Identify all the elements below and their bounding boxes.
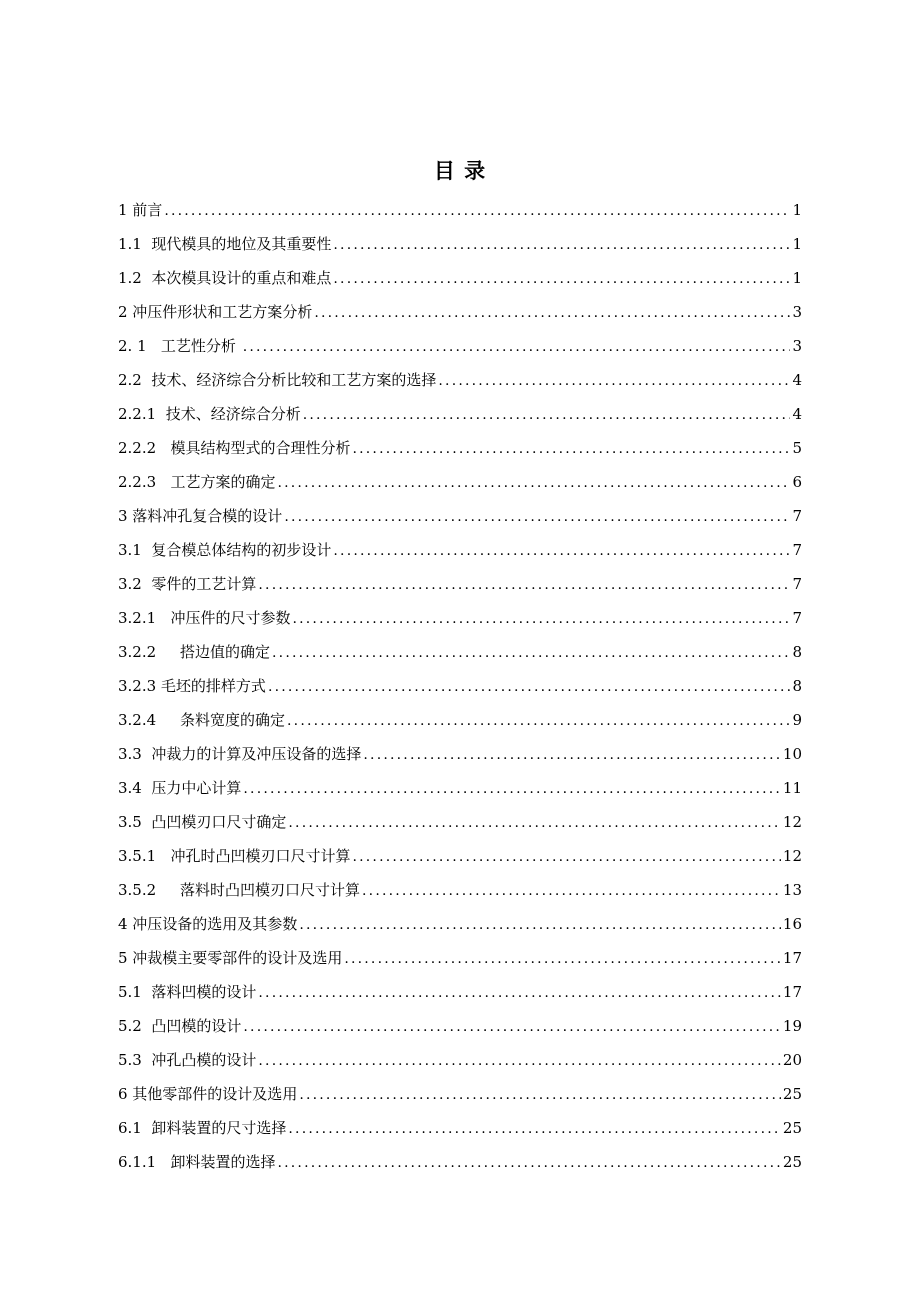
toc-entry-page-number: 9 <box>792 711 802 729</box>
toc-entry-page-number: 17 <box>782 949 802 967</box>
toc-entry-label: 2.2 技术、经济综合分析比较和工艺方案的选择 <box>118 371 437 389</box>
toc-entry-page-number: 4 <box>792 371 802 389</box>
toc-entry-page-number: 7 <box>792 541 802 559</box>
toc-entry <box>118 1043 802 1077</box>
toc-entry-page-number: 8 <box>792 643 802 661</box>
toc-entry-label: 1.2 本次模具设计的重点和难点 <box>118 269 332 287</box>
toc-entry-label: 3 落料冲孔复合模的设计 <box>118 507 283 525</box>
toc-leader-dots <box>243 330 791 364</box>
toc-entry-page-number: 13 <box>782 881 802 899</box>
toc-entry-page-number: 11 <box>782 779 802 797</box>
toc-entry-label: 3.2.4 条料宽度的确定 <box>118 711 286 729</box>
toc-entry-page-number: 3 <box>792 337 802 355</box>
toc-entry-label: 2.2.2 模具结构型式的合理性分析 <box>118 439 351 457</box>
toc-entry <box>118 533 802 567</box>
toc-entry <box>118 499 802 533</box>
toc-entry-label: 3.5 凸凹模刃口尺寸确定 <box>118 813 287 831</box>
toc-entry <box>118 975 802 1009</box>
toc-leader-dots <box>352 432 790 466</box>
toc-leader-dots <box>258 568 790 602</box>
toc-entry <box>118 397 802 431</box>
toc-entry <box>118 941 802 975</box>
toc-entry <box>118 1111 802 1145</box>
toc-entry-label: 6 其他零部件的设计及选用 <box>118 1085 298 1103</box>
toc-leader-dots <box>344 942 781 976</box>
toc-entry-page-number: 12 <box>782 813 802 831</box>
toc-entry-label: 3.2 零件的工艺计算 <box>118 575 257 593</box>
toc-entry <box>118 1077 802 1111</box>
toc-entry-label: 6.1.1 卸料装置的选择 <box>118 1153 276 1171</box>
toc-entry-page-number: 17 <box>782 983 802 1001</box>
toc-leader-dots <box>287 704 790 738</box>
toc-entry-page-number: 7 <box>792 507 802 525</box>
toc-entry-label: 6.1 卸料装置的尺寸选择 <box>118 1119 287 1137</box>
toc-leader-dots <box>352 840 780 874</box>
toc-entry-label: 3.5.1 冲孔时凸凹模刃口尺寸计算 <box>118 847 351 865</box>
toc-leader-dots <box>277 1146 780 1180</box>
toc-entry-label: 3.2.1 冲压件的尺寸参数 <box>118 609 291 627</box>
toc-entry-label: 4 冲压设备的选用及其参数 <box>118 915 298 933</box>
toc-leader-dots <box>299 1078 781 1112</box>
toc-leader-dots <box>333 228 790 262</box>
toc-entry-label: 5.1 落料凹模的设计 <box>118 983 257 1001</box>
toc-entry <box>118 227 802 261</box>
toc-entry <box>118 567 802 601</box>
toc-entry-label: 5.2 凸凹模的设计 <box>118 1017 242 1035</box>
toc-leader-dots <box>243 1010 781 1044</box>
toc-entry <box>118 635 802 669</box>
toc-entry <box>118 431 802 465</box>
toc-entry <box>118 873 802 907</box>
toc-entry <box>118 193 802 227</box>
toc-leader-dots <box>277 466 790 500</box>
toc-entry-label: 3.1 复合模总体结构的初步设计 <box>118 541 332 559</box>
toc-entry-label: 3.2.2 搭边值的确定 <box>118 643 271 661</box>
toc-entry-page-number: 3 <box>792 303 802 321</box>
toc-entry <box>118 601 802 635</box>
toc-entry-page-number: 5 <box>792 439 802 457</box>
toc-leader-dots <box>363 738 781 772</box>
toc-leader-dots <box>272 636 790 670</box>
toc-entry-page-number: 1 <box>792 235 802 253</box>
toc-leader-dots <box>268 670 791 704</box>
toc-entry-page-number: 25 <box>782 1153 802 1171</box>
toc-entry-label: 3.2.3 毛坯的排样方式 <box>118 677 266 695</box>
toc-entry-label: 2.2.3 工艺方案的确定 <box>118 473 276 491</box>
toc-entry <box>118 771 802 805</box>
toc-entry-page-number: 25 <box>782 1119 802 1137</box>
toc-entry <box>118 295 802 329</box>
toc-leader-dots <box>438 364 790 398</box>
toc-entry <box>118 907 802 941</box>
toc-entry <box>118 261 802 295</box>
toc-entry <box>118 1009 802 1043</box>
toc-leader-dots <box>284 500 790 534</box>
toc-leader-dots <box>333 262 790 296</box>
toc-entry-page-number: 10 <box>782 745 802 763</box>
toc-leader-dots <box>292 602 790 636</box>
toc-entry-page-number: 19 <box>782 1017 802 1035</box>
toc-entry-page-number: 25 <box>782 1085 802 1103</box>
toc-entry-page-number: 16 <box>782 915 802 933</box>
toc-leader-dots <box>288 1112 781 1146</box>
toc-leader-dots <box>333 534 790 568</box>
toc-leader-dots <box>258 976 781 1010</box>
toc-entry-page-number: 12 <box>782 847 802 865</box>
toc-leader-dots <box>164 194 790 228</box>
toc-leader-dots <box>299 908 781 942</box>
toc-entry <box>118 669 802 703</box>
toc-entry-page-number: 6 <box>792 473 802 491</box>
toc-entry <box>118 465 802 499</box>
toc-leader-dots <box>258 1044 781 1078</box>
toc-entry-page-number: 1 <box>792 269 802 287</box>
toc-entry-page-number: 7 <box>792 609 802 627</box>
toc-title: 目 录 <box>433 159 487 183</box>
toc-entry-label: 5.3 冲孔凸模的设计 <box>118 1051 257 1069</box>
toc-leader-dots <box>303 398 791 432</box>
toc-entry-label: 1.1 现代模具的地位及其重要性 <box>118 235 332 253</box>
toc-entry <box>118 805 802 839</box>
toc-leader-dots <box>362 874 781 908</box>
toc-entry-page-number: 4 <box>792 405 802 423</box>
toc-entry <box>118 737 802 771</box>
toc-entry-label: 3.5.2 落料时凸凹模刃口尺寸计算 <box>118 881 361 899</box>
toc-entry <box>118 839 802 873</box>
toc-list <box>118 193 802 1179</box>
toc-entry <box>118 1145 802 1179</box>
toc-entry-label: 1 前言 <box>118 201 163 219</box>
toc-leader-dots <box>314 296 790 330</box>
toc-entry-label: 3.3 冲裁力的计算及冲压设备的选择 <box>118 745 362 763</box>
toc-entry-page-number: 7 <box>792 575 802 593</box>
toc-entry <box>118 703 802 737</box>
toc-entry-label: 2 冲压件形状和工艺方案分析 <box>118 303 313 321</box>
toc-entry-page-number: 1 <box>792 201 802 219</box>
toc-entry-label: 2.2.1 技术、经济综合分析 <box>118 405 301 423</box>
toc-leader-dots <box>288 806 781 840</box>
toc-entry <box>118 363 802 397</box>
toc-entry <box>118 329 802 363</box>
toc-entry-label: 3.4 压力中心计算 <box>118 779 242 797</box>
toc-leader-dots <box>243 772 781 806</box>
toc-entry-page-number: 20 <box>782 1051 802 1069</box>
toc-entry-page-number: 8 <box>792 677 802 695</box>
toc-entry-label: 5 冲裁模主要零部件的设计及选用 <box>118 949 343 967</box>
toc-entry-label: 2. 1 工艺性分析 <box>118 337 241 355</box>
